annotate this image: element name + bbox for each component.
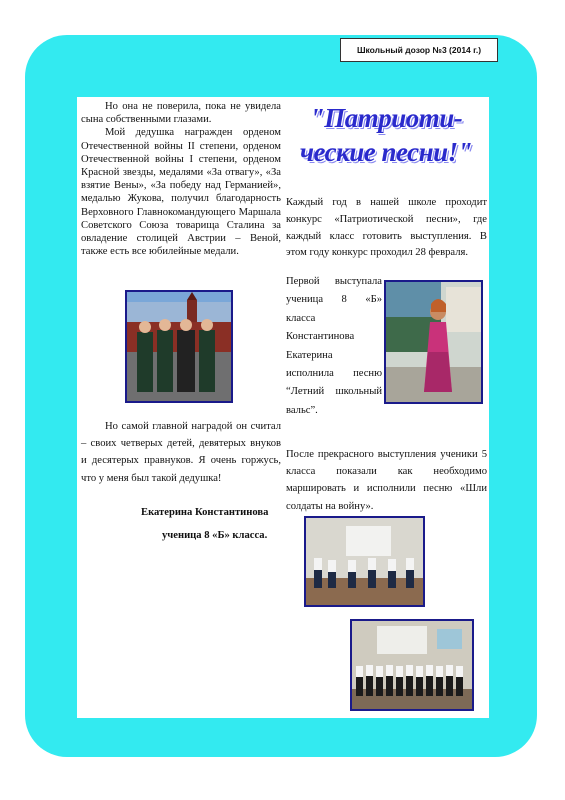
right-march-text xyxy=(286,446,487,515)
right-paragraph-3: После прекрасного выступления ученики 5 класса показали как необходимо маршировать и исполнили песню «Шли солдаты на войну». xyxy=(286,449,487,512)
left-paragraph-3: Но самой главной наградой он считал – своих четверых детей, девятерых внуков и десятерых правнуков. Я очень горжусь, что у меня был такой дедушка! xyxy=(81,421,281,484)
left-paragraph-2: Мой дедушка награжден орденом Отечественной войны II степени, орденом Отечественной войны I степени, орденом Красной звезды, медалями «За отвагу», «За взятие Вены», «За победу над Германией», медалью Жукова, получил благодарность Верховного Главнокомандующего Маршала Советского Союза товарища Сталина за овладение столицей Австрии – Веной, также есть все юбилейные медали. xyxy=(81,127,281,258)
left-column xyxy=(81,100,281,258)
marching-photo-2 xyxy=(350,619,474,711)
singer-photo xyxy=(384,280,483,404)
veterans-photo xyxy=(125,290,233,403)
right-paragraph-2: Первой выступала ученица 8 «Б» класса Константинова Екатерина исполнила песню “Летний школьный вальс”. xyxy=(286,276,382,416)
marching-photo-1 xyxy=(304,516,425,607)
right-intro xyxy=(286,195,487,262)
right-performer-text xyxy=(286,273,382,420)
left-lower-text xyxy=(81,418,281,487)
left-paragraph-1: Но она не поверила, пока не увидела сына собственными глазами. xyxy=(81,101,281,126)
newspaper-header: Школьный дозор №3 (2014 г.) xyxy=(340,38,498,62)
title-line-2: ческие песни!" xyxy=(299,137,473,167)
right-paragraph-1: Каждый год в нашей школе проходит конкурс «Патриотической песни», где каждый класс готовить выступления. В этом году конкурс проходил 28 февраля. xyxy=(286,197,487,259)
author-name: Екатерина Константинова xyxy=(141,507,269,518)
author-class: ученица 8 «Б» класса. xyxy=(162,530,268,541)
title-line-1: "Патриоти- xyxy=(309,103,463,133)
article-title xyxy=(287,101,485,169)
